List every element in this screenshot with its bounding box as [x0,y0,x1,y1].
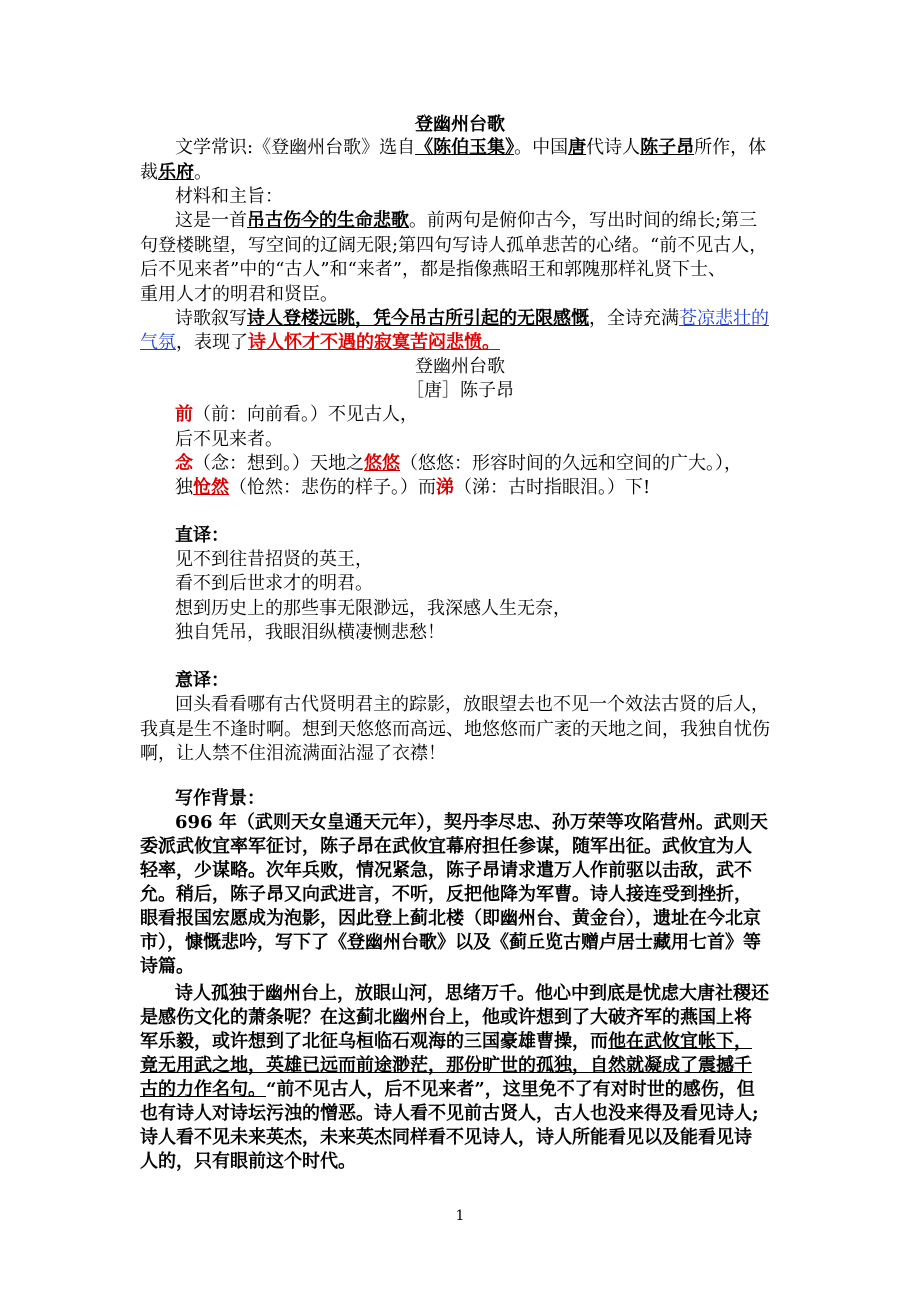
last-para-line: 诗人看不见未来英杰，未来英杰同样看不见诗人，诗人所能看见以及能看见诗 [140,1127,752,1148]
last-para-line: 竟无用武之地，英雄已远而前途渺茫，那份旷世的孤独，自然就凝成了震撼千 [140,1055,752,1076]
yiyi-line: 回头看看哪有古代贤明君主的踪影，放眼望去也不见一个效法古贤的后人， [175,694,769,715]
zhuzhi-line-1: 这是一首吊古伤今的生命悲歌。前两句是俯仰古今，写出时间的绵长;第三 [175,210,758,231]
beijing-line: 眼看报国宏愿成为泡影，因此登上蓟北楼（即幽州台、黄金台），遗址在今北京 [140,908,761,929]
poem-author: ［唐］陈子昂 [406,380,514,401]
zhiyi-heading: 直译： [175,525,229,546]
last-para-line: 也有诗人对诗坛污浊的憎恶。诗人看不见前古贤人，古人也没来得及看见诗人; [140,1103,759,1124]
zhiyi-line: 独自凭吊，我眼泪纵横凄恻悲愁！ [175,622,445,643]
zhiyi-line: 想到历史上的那些事无限渺远，我深感人生无奈， [175,598,571,619]
last-para-line: 人的，只有眼前这个时代。 [140,1151,356,1172]
zhuzhi-line-6: 气氛，表现了诗人怀才不遇的寂寞苦闷悲愤。 [140,332,500,353]
emotion-key: 诗人怀才不遇的寂寞苦闷悲愤。 [248,332,500,353]
zhuzhi-line-3: 后不见来者”中的“古人”和“来者”，都是指像燕昭王和郭隗那样礼贤下士、 [140,259,727,280]
genre: 乐府 [158,162,194,183]
zhiyi-line: 见不到往昔招贤的英王， [175,549,373,570]
theme-key: 吊古伤今的生命悲歌 [247,210,409,231]
beijing-line: 允。稍后，陈子昂又向武进言，不听，反把他降为军曹。诗人接连受到挫折， [140,884,752,905]
yiyi-line: 我真是生不逢时啊。想到天悠悠而高远、地悠悠而广袤的天地之间，我独自忧伤 [140,719,770,740]
poem-line-2: 后不见来者。 [175,429,283,450]
last-para-line: 诗人孤独于幽州台上，放眼山河，思绪万千。他心中到底是忧虑大唐社稷还 [175,983,769,1004]
beijing-line: 委派武攸宜率军征讨，陈子昂在武攸宜幕府担任参谋，随军出征。武攸宜为人 [140,836,752,857]
narrative-key: 诗人登楼远眺，凭今吊古所引起的无限感慨 [247,308,589,329]
book-name: 《陈伯玉集》 [415,137,515,158]
last-para-line: 是感伤文化的萧条呢？在这蓟北幽州台上，他或许想到了大破齐军的燕国上将 [140,1007,752,1028]
zhiyi-line: 看不到后世求才的明君。 [175,573,373,594]
wenxue-line-1: 文学常识:《登幽州台歌》选自《陈伯玉集》。中国唐代诗人陈子昂所作，体 [175,137,767,158]
zhuzhi-heading: 材料和主旨： [175,186,283,207]
poem-line-4: 独怆然（怆然：悲伤的样子。）而涕（涕：古时指眼泪。）下! [175,477,651,498]
page-number: 1 [455,1208,465,1224]
poem-line-3: 念（念：想到。）天地之悠悠（悠悠：形容时间的久远和空间的广大。）， [175,453,742,474]
poem-title: 登幽州台歌 [415,356,505,377]
zhuzhi-line-2: 句登楼眺望，写空间的辽阔无限;第四句写诗人孤单悲苦的心绪。“前不见古人， [140,235,768,256]
atmosphere-key: 苍凉悲壮的 [679,308,769,329]
yiyi-line: 啊，让人禁不住泪流满面沾湿了衣襟！ [140,743,446,764]
doc-title: 登幽州台歌 [415,114,505,135]
author-name: 陈子昂 [640,137,695,158]
wenxue-line-2: 裁乐府。 [140,162,212,183]
zhuzhi-line-5: 诗歌叙写诗人登楼远眺，凭今吊古所引起的无限感慨，全诗充满苍凉悲壮的 [175,308,769,329]
beijing-line: 轻率，少谋略。次年兵败，情况紧急，陈子昂请求遣万人作前驱以击敌，武不 [140,860,752,881]
dynasty: 唐 [568,137,587,158]
last-para-line: 古的力作名句。“前不见古人，后不见来者”，这里免不了有对时世的感伤，但 [140,1079,755,1100]
zhuzhi-line-4: 重用人才的明君和贤臣。 [140,284,338,305]
beijing-heading: 写作背景： [175,788,265,809]
beijing-line: 诗篇。 [140,956,194,977]
yiyi-heading: 意译： [175,670,229,691]
beijing-line: 市），慷慨悲吟，写下了《登幽州台歌》以及《蓟丘览古赠卢居士藏用七首》等 [140,932,761,953]
poem-line-1: 前（前：向前看。）不见古人， [175,404,418,425]
beijing-line: 696 年（武则天女皇通天元年），契丹李尽忠、孙万荣等攻陷营州。武则天 [175,812,768,833]
last-para-line: 军乐毅，或许想到了北征乌桓临石观海的三国豪雄曹操，而他在武攸宜帐下， [140,1031,752,1052]
